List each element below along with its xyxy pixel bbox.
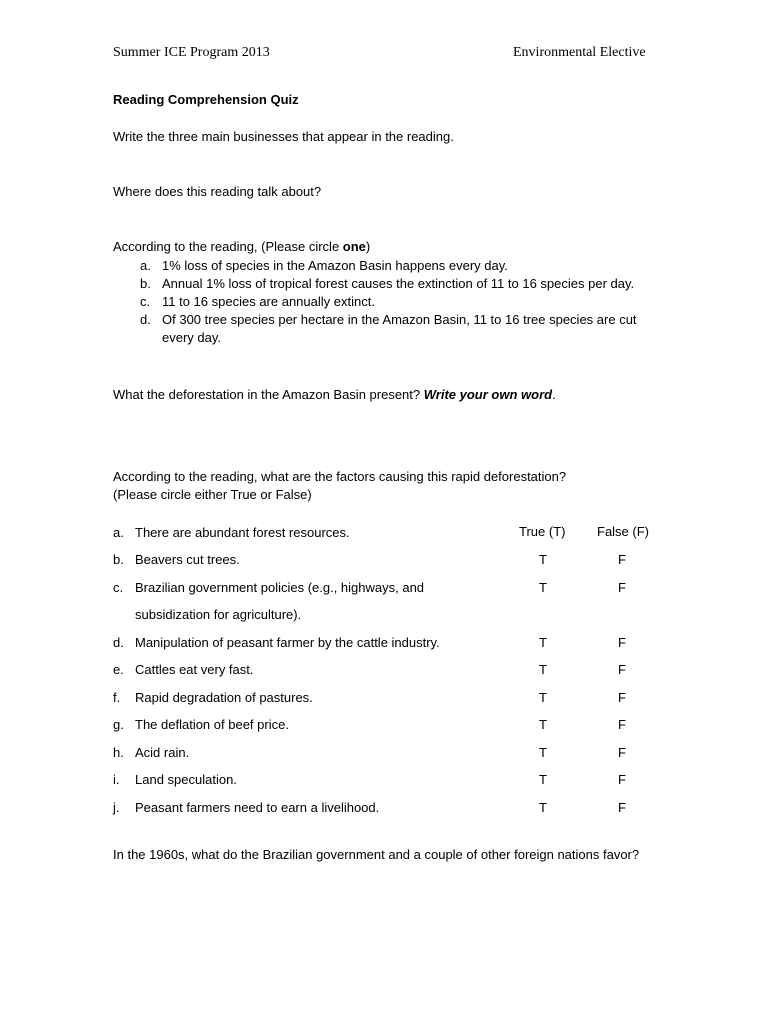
- tf-letter: d.: [113, 635, 124, 650]
- tf-false-choice[interactable]: F: [618, 662, 626, 677]
- tf-letter: h.: [113, 745, 124, 760]
- tf-letter: b.: [113, 552, 124, 567]
- tf-true-choice[interactable]: T: [539, 580, 547, 595]
- tf-false-choice[interactable]: F: [618, 745, 626, 760]
- tf-false-choice[interactable]: F: [618, 635, 626, 650]
- tf-row-i: [113, 771, 673, 789]
- tf-letter: c.: [113, 580, 124, 595]
- tf-statement: Land speculation.: [135, 772, 237, 787]
- question-factors-line1: According to the reading, what are the factors causing this rapid deforestation?: [113, 469, 567, 484]
- tf-letter: a.: [113, 525, 124, 540]
- mc-option-letter: b.: [140, 276, 151, 291]
- tf-letter: g.: [113, 717, 124, 732]
- mc-option-a[interactable]: [140, 257, 650, 275]
- tf-row-h: [113, 744, 673, 762]
- mc-option-text: 11 to 16 species are annually extinct.: [162, 294, 375, 309]
- tf-true-choice[interactable]: T: [539, 690, 547, 705]
- multiple-choice-options: [140, 257, 650, 347]
- mc-option-letter: d.: [140, 312, 151, 327]
- tf-true-choice[interactable]: T: [539, 745, 547, 760]
- mc-option-d[interactable]: [140, 311, 650, 347]
- tf-row-j: [113, 799, 673, 817]
- tf-letter: f.: [113, 690, 121, 705]
- question-deforestation-emphasis: Write your own word: [423, 387, 553, 402]
- tf-true-choice[interactable]: T: [539, 717, 547, 732]
- tf-true-choice[interactable]: T: [539, 772, 547, 787]
- question-circle-one-emphasis: one: [342, 239, 366, 254]
- tf-letter: j.: [113, 800, 120, 815]
- tf-false-choice[interactable]: F: [618, 772, 626, 787]
- tf-false-choice[interactable]: F: [618, 580, 626, 595]
- header-elective: Environmental Elective: [513, 45, 646, 60]
- mc-option-letter: c.: [140, 294, 151, 309]
- mc-option-text: Annual 1% loss of tropical forest causes the extinction of 11 to 16 species per day.: [162, 276, 635, 291]
- tf-row-g: [113, 716, 673, 734]
- question-circle-one-suffix: ): [365, 239, 371, 254]
- true-column-header: True (T): [519, 524, 566, 539]
- tf-false-choice[interactable]: F: [618, 800, 626, 815]
- tf-letter: e.: [113, 662, 124, 677]
- question-factors: [113, 468, 653, 504]
- tf-true-choice[interactable]: T: [539, 552, 547, 567]
- mc-option-text: Of 300 tree species per hectare in the Amazon Basin, 11 to 16 tree species are cut every day.: [162, 312, 637, 345]
- tf-statement: There are abundant forest resources.: [135, 525, 350, 540]
- tf-statement: Acid rain.: [135, 745, 190, 760]
- tf-letter: i.: [113, 772, 120, 787]
- tf-statement: Beavers cut trees.: [135, 552, 240, 567]
- mc-option-letter: a.: [140, 258, 151, 273]
- question-location: Where does this reading talk about?: [113, 184, 322, 199]
- tf-false-choice[interactable]: F: [618, 690, 626, 705]
- tf-statement: Peasant farmers need to earn a livelihood.: [135, 800, 380, 815]
- tf-statement: Cattles eat very fast.: [135, 662, 254, 677]
- tf-true-choice[interactable]: T: [539, 662, 547, 677]
- tf-statement: Manipulation of peasant farmer by the cattle industry.: [135, 635, 440, 650]
- false-column-header: False (F): [597, 524, 649, 539]
- tf-true-choice[interactable]: T: [539, 635, 547, 650]
- question-circle-one-prefix: According to the reading, (Please circle: [113, 239, 343, 254]
- tf-row-b: [113, 551, 673, 569]
- tf-row-e: [113, 661, 673, 679]
- tf-statement: Rapid degradation of pastures.: [135, 690, 313, 705]
- tf-statement: Brazilian government policies (e.g., highways, and: [135, 580, 425, 595]
- tf-true-choice[interactable]: T: [539, 800, 547, 815]
- mc-option-b[interactable]: [140, 275, 650, 293]
- tf-row-c: [113, 579, 673, 622]
- tf-row-f: [113, 689, 673, 707]
- tf-false-choice[interactable]: F: [618, 552, 626, 567]
- question-1960s: In the 1960s, what do the Brazilian government and a couple of other foreign nations favor?: [113, 847, 640, 862]
- question-deforestation-suffix: .: [552, 387, 556, 402]
- tf-row-d: [113, 634, 673, 652]
- tf-statement-continuation: subsidization for agriculture).: [135, 607, 302, 622]
- question-businesses: Write the three main businesses that appear in the reading.: [113, 129, 454, 144]
- question-circle-one: [113, 238, 653, 256]
- question-deforestation-word: [113, 386, 653, 404]
- tf-false-choice[interactable]: F: [618, 717, 626, 732]
- tf-statement: The deflation of beef price.: [135, 717, 289, 732]
- question-factors-line2: (Please circle either True or False): [113, 487, 312, 502]
- question-deforestation-prefix: What the deforestation in the Amazon Basin present?: [113, 387, 424, 402]
- tf-row-a: [113, 524, 673, 542]
- header-program: Summer ICE Program 2013: [113, 45, 270, 60]
- quiz-title: Reading Comprehension Quiz: [113, 92, 299, 107]
- mc-option-c[interactable]: [140, 293, 650, 311]
- mc-option-text: 1% loss of species in the Amazon Basin happens every day.: [162, 258, 508, 273]
